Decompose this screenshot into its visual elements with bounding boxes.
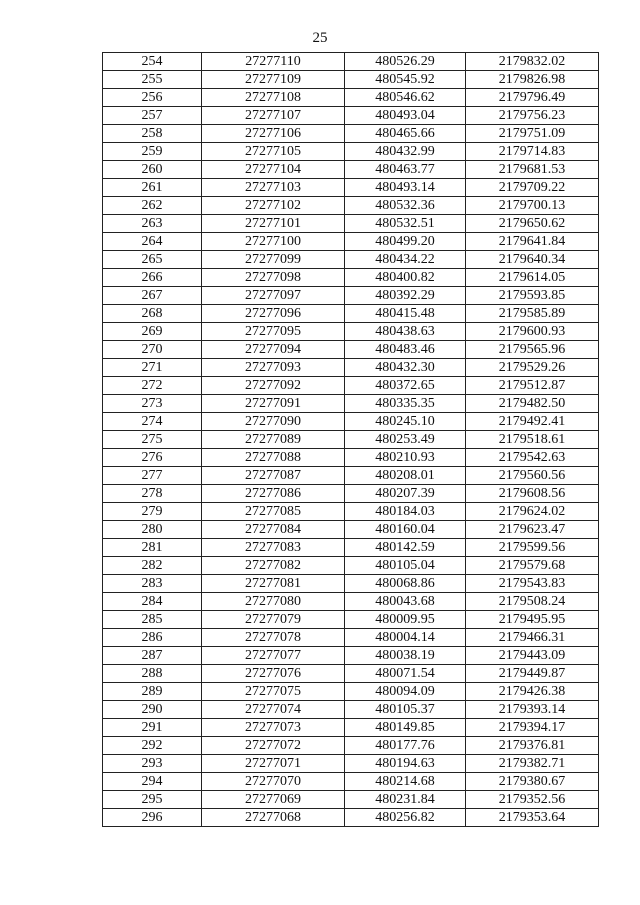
- point-id-cell: 27277103: [202, 179, 345, 197]
- point-id-cell: 27277073: [202, 719, 345, 737]
- table-row: [103, 647, 599, 665]
- point-id-cell: 27277092: [202, 377, 345, 395]
- point-id-cell: 27277086: [202, 485, 345, 503]
- y-coordinate-cell: 2179714.83: [466, 143, 599, 161]
- row-index-cell: 293: [103, 755, 202, 773]
- y-coordinate-cell: 2179624.02: [466, 503, 599, 521]
- y-coordinate-cell: 2179751.09: [466, 125, 599, 143]
- row-index-cell: 296: [103, 809, 202, 827]
- x-coordinate-cell: 480392.29: [345, 287, 466, 305]
- point-id-cell: 27277106: [202, 125, 345, 143]
- x-coordinate-cell: 480094.09: [345, 683, 466, 701]
- table-row: [103, 89, 599, 107]
- y-coordinate-cell: 2179492.41: [466, 413, 599, 431]
- point-id-cell: 27277107: [202, 107, 345, 125]
- y-coordinate-cell: 2179512.87: [466, 377, 599, 395]
- point-id-cell: 27277095: [202, 323, 345, 341]
- y-coordinate-cell: 2179700.13: [466, 197, 599, 215]
- table-row: [103, 773, 599, 791]
- row-index-cell: 285: [103, 611, 202, 629]
- y-coordinate-cell: 2179560.56: [466, 467, 599, 485]
- table-row: [103, 629, 599, 647]
- y-coordinate-cell: 2179623.47: [466, 521, 599, 539]
- x-coordinate-cell: 480210.93: [345, 449, 466, 467]
- point-id-cell: 27277110: [202, 53, 345, 71]
- x-coordinate-cell: 480038.19: [345, 647, 466, 665]
- point-id-cell: 27277109: [202, 71, 345, 89]
- y-coordinate-cell: 2179529.26: [466, 359, 599, 377]
- row-index-cell: 295: [103, 791, 202, 809]
- point-id-cell: 27277104: [202, 161, 345, 179]
- y-coordinate-cell: 2179796.49: [466, 89, 599, 107]
- row-index-cell: 277: [103, 467, 202, 485]
- y-coordinate-cell: 2179393.14: [466, 701, 599, 719]
- point-id-cell: 27277091: [202, 395, 345, 413]
- point-id-cell: 27277074: [202, 701, 345, 719]
- coordinates-table: [102, 52, 599, 827]
- x-coordinate-cell: 480160.04: [345, 521, 466, 539]
- x-coordinate-cell: 480105.37: [345, 701, 466, 719]
- y-coordinate-cell: 2179394.17: [466, 719, 599, 737]
- table-row: [103, 719, 599, 737]
- x-coordinate-cell: 480043.68: [345, 593, 466, 611]
- table-row: [103, 539, 599, 557]
- x-coordinate-cell: 480009.95: [345, 611, 466, 629]
- row-index-cell: 262: [103, 197, 202, 215]
- row-index-cell: 292: [103, 737, 202, 755]
- x-coordinate-cell: 480415.48: [345, 305, 466, 323]
- row-index-cell: 287: [103, 647, 202, 665]
- y-coordinate-cell: 2179508.24: [466, 593, 599, 611]
- table-row: [103, 467, 599, 485]
- y-coordinate-cell: 2179449.87: [466, 665, 599, 683]
- x-coordinate-cell: 480068.86: [345, 575, 466, 593]
- x-coordinate-cell: 480532.51: [345, 215, 466, 233]
- point-id-cell: 27277087: [202, 467, 345, 485]
- table-row: [103, 53, 599, 71]
- row-index-cell: 261: [103, 179, 202, 197]
- x-coordinate-cell: 480493.14: [345, 179, 466, 197]
- row-index-cell: 268: [103, 305, 202, 323]
- y-coordinate-cell: 2179352.56: [466, 791, 599, 809]
- table-row: [103, 341, 599, 359]
- table-row: [103, 701, 599, 719]
- x-coordinate-cell: 480149.85: [345, 719, 466, 737]
- y-coordinate-cell: 2179495.95: [466, 611, 599, 629]
- point-id-cell: 27277081: [202, 575, 345, 593]
- x-coordinate-cell: 480208.01: [345, 467, 466, 485]
- table-row: [103, 521, 599, 539]
- table-row: [103, 359, 599, 377]
- table-row: [103, 179, 599, 197]
- point-id-cell: 27277102: [202, 197, 345, 215]
- x-coordinate-cell: 480194.63: [345, 755, 466, 773]
- x-coordinate-cell: 480214.68: [345, 773, 466, 791]
- x-coordinate-cell: 480432.99: [345, 143, 466, 161]
- point-id-cell: 27277076: [202, 665, 345, 683]
- page-number: 25: [312, 30, 328, 46]
- point-id-cell: 27277068: [202, 809, 345, 827]
- row-index-cell: 280: [103, 521, 202, 539]
- x-coordinate-cell: 480245.10: [345, 413, 466, 431]
- row-index-cell: 283: [103, 575, 202, 593]
- x-coordinate-cell: 480231.84: [345, 791, 466, 809]
- point-id-cell: 27277069: [202, 791, 345, 809]
- x-coordinate-cell: 480545.92: [345, 71, 466, 89]
- point-id-cell: 27277075: [202, 683, 345, 701]
- point-id-cell: 27277077: [202, 647, 345, 665]
- x-coordinate-cell: 480177.76: [345, 737, 466, 755]
- y-coordinate-cell: 2179650.62: [466, 215, 599, 233]
- table-row: [103, 593, 599, 611]
- point-id-cell: 27277105: [202, 143, 345, 161]
- y-coordinate-cell: 2179382.71: [466, 755, 599, 773]
- coordinates-table-body: [103, 53, 599, 827]
- y-coordinate-cell: 2179353.64: [466, 809, 599, 827]
- y-coordinate-cell: 2179466.31: [466, 629, 599, 647]
- table-row: [103, 269, 599, 287]
- row-index-cell: 281: [103, 539, 202, 557]
- table-row: [103, 395, 599, 413]
- row-index-cell: 258: [103, 125, 202, 143]
- y-coordinate-cell: 2179593.85: [466, 287, 599, 305]
- point-id-cell: 27277093: [202, 359, 345, 377]
- x-coordinate-cell: 480372.65: [345, 377, 466, 395]
- y-coordinate-cell: 2179380.67: [466, 773, 599, 791]
- y-coordinate-cell: 2179681.53: [466, 161, 599, 179]
- table-row: [103, 485, 599, 503]
- x-coordinate-cell: 480483.46: [345, 341, 466, 359]
- x-coordinate-cell: 480253.49: [345, 431, 466, 449]
- x-coordinate-cell: 480335.35: [345, 395, 466, 413]
- table-row: [103, 755, 599, 773]
- point-id-cell: 27277096: [202, 305, 345, 323]
- x-coordinate-cell: 480493.04: [345, 107, 466, 125]
- row-index-cell: 278: [103, 485, 202, 503]
- table-row: [103, 71, 599, 89]
- table-row: [103, 251, 599, 269]
- point-id-cell: 27277098: [202, 269, 345, 287]
- y-coordinate-cell: 2179756.23: [466, 107, 599, 125]
- y-coordinate-cell: 2179579.68: [466, 557, 599, 575]
- y-coordinate-cell: 2179443.09: [466, 647, 599, 665]
- y-coordinate-cell: 2179426.38: [466, 683, 599, 701]
- y-coordinate-cell: 2179641.84: [466, 233, 599, 251]
- row-index-cell: 274: [103, 413, 202, 431]
- x-coordinate-cell: 480004.14: [345, 629, 466, 647]
- row-index-cell: 271: [103, 359, 202, 377]
- point-id-cell: 27277079: [202, 611, 345, 629]
- row-index-cell: 266: [103, 269, 202, 287]
- y-coordinate-cell: 2179709.22: [466, 179, 599, 197]
- point-id-cell: 27277082: [202, 557, 345, 575]
- table-row: [103, 449, 599, 467]
- y-coordinate-cell: 2179832.02: [466, 53, 599, 71]
- point-id-cell: 27277097: [202, 287, 345, 305]
- row-index-cell: 257: [103, 107, 202, 125]
- x-coordinate-cell: 480142.59: [345, 539, 466, 557]
- row-index-cell: 289: [103, 683, 202, 701]
- point-id-cell: 27277070: [202, 773, 345, 791]
- point-id-cell: 27277094: [202, 341, 345, 359]
- y-coordinate-cell: 2179518.61: [466, 431, 599, 449]
- row-index-cell: 272: [103, 377, 202, 395]
- row-index-cell: 282: [103, 557, 202, 575]
- row-index-cell: 255: [103, 71, 202, 89]
- x-coordinate-cell: 480184.03: [345, 503, 466, 521]
- y-coordinate-cell: 2179600.93: [466, 323, 599, 341]
- row-index-cell: 254: [103, 53, 202, 71]
- y-coordinate-cell: 2179640.34: [466, 251, 599, 269]
- y-coordinate-cell: 2179482.50: [466, 395, 599, 413]
- row-index-cell: 259: [103, 143, 202, 161]
- y-coordinate-cell: 2179376.81: [466, 737, 599, 755]
- row-index-cell: 288: [103, 665, 202, 683]
- point-id-cell: 27277072: [202, 737, 345, 755]
- point-id-cell: 27277099: [202, 251, 345, 269]
- table-row: [103, 197, 599, 215]
- row-index-cell: 290: [103, 701, 202, 719]
- table-row: [103, 377, 599, 395]
- x-coordinate-cell: 480400.82: [345, 269, 466, 287]
- x-coordinate-cell: 480434.22: [345, 251, 466, 269]
- x-coordinate-cell: 480105.04: [345, 557, 466, 575]
- point-id-cell: 27277078: [202, 629, 345, 647]
- table-row: [103, 305, 599, 323]
- row-index-cell: 294: [103, 773, 202, 791]
- y-coordinate-cell: 2179614.05: [466, 269, 599, 287]
- table-row: [103, 809, 599, 827]
- point-id-cell: 27277085: [202, 503, 345, 521]
- row-index-cell: 264: [103, 233, 202, 251]
- y-coordinate-cell: 2179826.98: [466, 71, 599, 89]
- point-id-cell: 27277083: [202, 539, 345, 557]
- table-row: [103, 575, 599, 593]
- row-index-cell: 286: [103, 629, 202, 647]
- x-coordinate-cell: 480546.62: [345, 89, 466, 107]
- row-index-cell: 265: [103, 251, 202, 269]
- row-index-cell: 260: [103, 161, 202, 179]
- x-coordinate-cell: 480256.82: [345, 809, 466, 827]
- table-row: [103, 143, 599, 161]
- table-row: [103, 287, 599, 305]
- x-coordinate-cell: 480499.20: [345, 233, 466, 251]
- table-row: [103, 737, 599, 755]
- table-row: [103, 215, 599, 233]
- y-coordinate-cell: 2179543.83: [466, 575, 599, 593]
- table-row: [103, 611, 599, 629]
- table-row: [103, 323, 599, 341]
- table-row: [103, 503, 599, 521]
- table-row: [103, 107, 599, 125]
- point-id-cell: 27277080: [202, 593, 345, 611]
- point-id-cell: 27277089: [202, 431, 345, 449]
- row-index-cell: 263: [103, 215, 202, 233]
- point-id-cell: 27277084: [202, 521, 345, 539]
- table-row: [103, 413, 599, 431]
- table-row: [103, 161, 599, 179]
- point-id-cell: 27277088: [202, 449, 345, 467]
- x-coordinate-cell: 480207.39: [345, 485, 466, 503]
- table-row: [103, 683, 599, 701]
- x-coordinate-cell: 480532.36: [345, 197, 466, 215]
- point-id-cell: 27277100: [202, 233, 345, 251]
- x-coordinate-cell: 480071.54: [345, 665, 466, 683]
- x-coordinate-cell: 480526.29: [345, 53, 466, 71]
- row-index-cell: 284: [103, 593, 202, 611]
- point-id-cell: 27277101: [202, 215, 345, 233]
- row-index-cell: 270: [103, 341, 202, 359]
- point-id-cell: 27277090: [202, 413, 345, 431]
- table-row: [103, 125, 599, 143]
- table-row: [103, 431, 599, 449]
- table-row: [103, 557, 599, 575]
- row-index-cell: 279: [103, 503, 202, 521]
- row-index-cell: 275: [103, 431, 202, 449]
- y-coordinate-cell: 2179608.56: [466, 485, 599, 503]
- table-row: [103, 791, 599, 809]
- x-coordinate-cell: 480438.63: [345, 323, 466, 341]
- row-index-cell: 276: [103, 449, 202, 467]
- x-coordinate-cell: 480463.77: [345, 161, 466, 179]
- y-coordinate-cell: 2179599.56: [466, 539, 599, 557]
- point-id-cell: 27277108: [202, 89, 345, 107]
- row-index-cell: 256: [103, 89, 202, 107]
- table-row: [103, 665, 599, 683]
- x-coordinate-cell: 480465.66: [345, 125, 466, 143]
- y-coordinate-cell: 2179565.96: [466, 341, 599, 359]
- x-coordinate-cell: 480432.30: [345, 359, 466, 377]
- y-coordinate-cell: 2179542.63: [466, 449, 599, 467]
- row-index-cell: 269: [103, 323, 202, 341]
- row-index-cell: 267: [103, 287, 202, 305]
- point-id-cell: 27277071: [202, 755, 345, 773]
- row-index-cell: 273: [103, 395, 202, 413]
- row-index-cell: 291: [103, 719, 202, 737]
- table-row: [103, 233, 599, 251]
- y-coordinate-cell: 2179585.89: [466, 305, 599, 323]
